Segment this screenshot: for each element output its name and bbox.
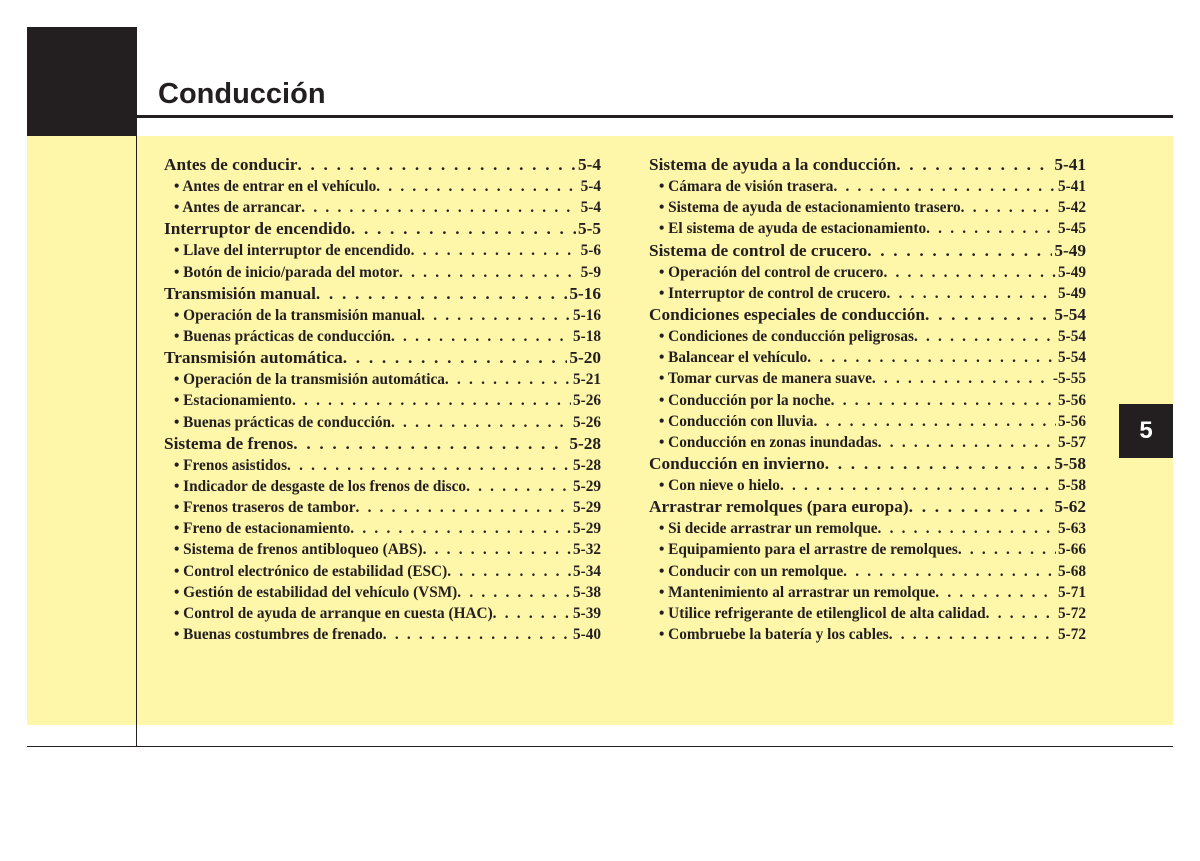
dot-leader xyxy=(872,368,1051,389)
toc-entry-title: • Buenas prácticas de conducción xyxy=(174,413,391,431)
toc-page-number: 5-29 xyxy=(572,499,601,517)
dot-leader xyxy=(287,455,571,476)
toc-entry-title: • Con nieve o hielo xyxy=(659,477,780,495)
toc-subentry[interactable] xyxy=(649,582,1086,603)
toc-page-number: 5-72 xyxy=(1057,626,1086,644)
toc-entry-title: • Sistema de frenos antibloqueo (ABS) xyxy=(174,541,423,559)
toc-page-number: 5-56 xyxy=(1057,391,1086,409)
toc-page-number: 5-4 xyxy=(580,199,601,217)
dot-leader xyxy=(831,390,1056,411)
toc-subentry[interactable] xyxy=(164,518,601,539)
dot-leader xyxy=(445,369,571,390)
toc-entry-title: • Frenos asistidos xyxy=(174,456,288,474)
toc-page-number: 5-4 xyxy=(580,178,601,195)
toc-page-number: 5-4 xyxy=(577,155,601,174)
dot-leader xyxy=(376,176,578,197)
toc-page-number: 5-34 xyxy=(572,562,601,580)
toc-subentry[interactable] xyxy=(649,347,1086,368)
toc-subentry[interactable] xyxy=(649,561,1086,582)
toc-left-column xyxy=(164,154,601,645)
chapter-tab[interactable]: 5 xyxy=(1119,404,1173,458)
toc-page-number: 5-6 xyxy=(580,242,601,260)
dot-leader xyxy=(356,497,571,518)
dot-leader xyxy=(833,176,1056,197)
toc-page-number: 5-28 xyxy=(572,456,601,474)
dot-leader xyxy=(986,603,1056,624)
toc-entry-title: • Buenas costumbres de frenado xyxy=(174,626,383,644)
toc-entry-title: • Sistema de ayuda de estacionamiento trasero xyxy=(659,199,961,217)
toc-subentry[interactable] xyxy=(649,262,1086,283)
toc-page-number: 5-28 xyxy=(569,433,601,453)
toc-entry-title: • Interruptor de control de crucero xyxy=(659,284,887,302)
toc-page-number: 5-41 xyxy=(1057,178,1086,195)
dot-leader xyxy=(391,326,571,347)
toc-entry-title: Antes de conducir xyxy=(164,155,298,174)
toc-subentry[interactable] xyxy=(649,624,1086,645)
dot-leader xyxy=(292,390,571,411)
dot-leader xyxy=(889,624,1056,645)
toc-page-number: 5-66 xyxy=(1057,541,1086,559)
dot-leader xyxy=(316,283,567,305)
toc-entry-title: • Llave del interruptor de encendido xyxy=(174,242,411,260)
dot-leader xyxy=(909,496,1053,518)
dot-leader xyxy=(493,603,571,624)
dot-leader xyxy=(958,539,1056,560)
toc-entry-title: • Balancear el vehículo xyxy=(659,349,808,367)
title-rule xyxy=(137,115,1173,118)
toc-entry-title: • Tomar curvas de manera suave xyxy=(659,370,872,388)
toc-page-number: 5-16 xyxy=(569,283,601,303)
toc-page-number: 5-20 xyxy=(569,348,601,368)
dot-leader xyxy=(867,240,1052,262)
toc-subentry[interactable] xyxy=(164,262,601,283)
dot-leader xyxy=(447,561,571,582)
toc-entry-title: • Mantenimiento al arrastrar un remolque xyxy=(659,583,936,601)
toc-entry-title: Transmisión automática xyxy=(164,348,343,368)
toc-entry-title: • Botón de inicio/parada del motor xyxy=(174,263,400,281)
toc-entry-title: Sistema de frenos xyxy=(164,433,294,453)
toc-subentry[interactable] xyxy=(164,176,601,197)
toc-entry-title: Arrastrar remolques (para europa) xyxy=(649,497,909,517)
toc-entry-title: • Cámara de visión trasera xyxy=(659,178,834,195)
dot-leader xyxy=(878,432,1056,453)
toc-entry-title: • Condiciones de conducción peligrosas xyxy=(659,327,914,345)
toc-section-entry[interactable] xyxy=(164,433,601,455)
dot-leader xyxy=(914,326,1056,347)
toc-subentry[interactable] xyxy=(649,390,1086,411)
dot-leader xyxy=(399,262,579,283)
toc-page-number: 5-71 xyxy=(1057,583,1086,601)
toc-entry-title: • Operación de la transmisión automática xyxy=(174,371,445,389)
toc-section-entry[interactable] xyxy=(164,283,601,305)
toc-subentry[interactable] xyxy=(649,197,1086,218)
toc-subentry[interactable] xyxy=(164,476,601,497)
toc-subentry[interactable] xyxy=(164,390,601,411)
toc-entry-title: Conducción en invierno xyxy=(649,454,825,474)
toc-page-number: 5-45 xyxy=(1057,220,1086,238)
toc-subentry[interactable] xyxy=(649,539,1086,560)
toc-subentry[interactable] xyxy=(649,518,1086,539)
toc-entry-title: • Utilice refrigerante de etilenglicol de alta calidad xyxy=(659,605,986,622)
toc-subentry[interactable] xyxy=(164,369,601,390)
page-title: Conducción xyxy=(158,78,326,110)
toc-page-number: 5-39 xyxy=(572,605,601,622)
dot-leader xyxy=(391,412,571,433)
dot-leader xyxy=(926,218,1056,239)
toc-entry-title: Condiciones especiales de conducción xyxy=(649,304,926,324)
toc-subentry[interactable] xyxy=(164,561,601,582)
toc-subentry[interactable] xyxy=(649,603,1086,624)
dot-leader xyxy=(961,197,1056,218)
toc-entry-title: • Conducción en zonas inundadas xyxy=(659,433,878,451)
toc-page-number: 5-26 xyxy=(572,392,601,410)
toc-entry-title: • Antes de arrancar xyxy=(174,199,302,217)
toc-subentry[interactable] xyxy=(649,411,1086,432)
dot-leader xyxy=(351,218,576,240)
toc-section-entry[interactable] xyxy=(649,453,1086,475)
toc-subentry[interactable] xyxy=(164,582,601,603)
toc-subentry[interactable] xyxy=(649,368,1086,389)
toc-right-column xyxy=(649,154,1086,645)
dot-leader xyxy=(814,411,1056,432)
toc-page-number: 5-49 xyxy=(1057,263,1086,281)
toc-page-number: -5-55 xyxy=(1052,370,1086,388)
toc-page-number: 5-58 xyxy=(1054,454,1086,474)
toc-subentry[interactable] xyxy=(649,475,1086,496)
toc-entry-title: • Freno de estacionamiento xyxy=(174,520,351,538)
toc-entry-title: Sistema de control de crucero xyxy=(649,240,868,260)
toc-page-number: 5-58 xyxy=(1057,477,1086,495)
toc-subentry[interactable] xyxy=(649,218,1086,239)
toc-entry-title: • Operación de la transmisión manual xyxy=(174,306,422,324)
dot-leader xyxy=(843,561,1056,582)
toc-entry-title: Sistema de ayuda a la conducción xyxy=(649,155,897,174)
dot-leader xyxy=(925,304,1052,326)
dot-leader xyxy=(825,453,1053,475)
toc-subentry[interactable] xyxy=(164,240,601,261)
dot-leader xyxy=(301,197,578,218)
toc-entry-title: • Operación del control de crucero xyxy=(659,263,884,281)
toc-entry-title: • Gestión de estabilidad del vehículo (VSM) xyxy=(174,583,458,601)
dot-leader xyxy=(421,305,571,326)
toc-page-number: 5-38 xyxy=(572,583,601,601)
dot-leader xyxy=(293,433,567,455)
toc-entry-title: • Buenas prácticas de conducción xyxy=(174,327,391,345)
dot-leader xyxy=(350,518,571,539)
toc-section-entry[interactable] xyxy=(164,347,601,369)
dot-leader xyxy=(883,262,1056,283)
toc-page-number: 5-41 xyxy=(1054,155,1086,174)
toc-subentry[interactable] xyxy=(164,539,601,560)
toc-entry-title: • Control de ayuda de arranque en cuesta (HAC) xyxy=(174,605,493,622)
toc-entry-title: Interruptor de encendido xyxy=(164,219,351,239)
dot-leader xyxy=(423,539,571,560)
toc-entry-title: • Indicador de desgaste de los frenos de disco xyxy=(174,477,467,495)
toc-page-number: 5-18 xyxy=(572,327,601,345)
toc-page-number: 5-56 xyxy=(1057,412,1086,430)
toc-section-entry[interactable] xyxy=(649,496,1086,518)
bottom-rule xyxy=(27,746,1173,747)
dot-leader xyxy=(780,475,1056,496)
toc-page-number: 5-40 xyxy=(572,626,601,644)
toc-entry-title: • Antes de entrar en el vehículo xyxy=(174,178,377,195)
toc-page-number: 5-29 xyxy=(572,477,601,495)
vertical-divider xyxy=(136,27,137,747)
side-panel xyxy=(27,136,136,725)
toc-entry-title: • Combruebe la batería y los cables xyxy=(659,626,889,644)
toc-page-number: 5-21 xyxy=(572,371,601,389)
toc-page-number: 5-5 xyxy=(577,219,601,239)
toc-page-number: 5-29 xyxy=(572,520,601,538)
toc-page-number: 5-54 xyxy=(1057,349,1086,367)
toc-subentry[interactable] xyxy=(164,497,601,518)
toc-page-number: 5-63 xyxy=(1057,520,1086,538)
toc-entry-title: • Equipamiento para el arrastre de remolques xyxy=(659,541,958,559)
toc-page-number: 5-9 xyxy=(580,263,601,281)
toc-subentry[interactable] xyxy=(649,176,1086,197)
toc-section-entry[interactable] xyxy=(164,218,601,240)
toc-subentry[interactable] xyxy=(164,326,601,347)
toc-entry-title: • Si decide arrastrar un remolque xyxy=(659,520,878,538)
dot-leader xyxy=(878,518,1056,539)
dot-leader xyxy=(935,582,1056,603)
toc-section-entry[interactable] xyxy=(164,154,601,176)
toc-subentry[interactable] xyxy=(164,412,601,433)
toc-section-entry[interactable] xyxy=(649,304,1086,326)
dot-leader xyxy=(297,154,576,176)
toc-subentry[interactable] xyxy=(164,603,601,624)
dot-leader xyxy=(411,240,579,261)
toc-page-number: 5-54 xyxy=(1054,304,1086,324)
toc-page-number: 5-54 xyxy=(1057,327,1086,345)
toc-page-number: 5-68 xyxy=(1057,562,1086,580)
dot-leader xyxy=(466,476,571,497)
toc-subentry[interactable] xyxy=(164,197,601,218)
dot-leader xyxy=(343,347,568,369)
toc-entry-title: • Estacionamiento xyxy=(174,392,292,410)
toc-section-entry[interactable] xyxy=(649,154,1086,176)
toc-entry-title: • El sistema de ayuda de estacionamiento xyxy=(659,220,927,238)
dot-leader xyxy=(457,582,571,603)
toc-page-number: 5-57 xyxy=(1057,433,1086,451)
toc-subentry[interactable] xyxy=(649,326,1086,347)
toc-subentry[interactable] xyxy=(164,455,601,476)
toc-entry-title: • Control electrónico de estabilidad (ESC) xyxy=(174,562,448,580)
toc-page-number: 5-26 xyxy=(572,413,601,431)
dot-leader xyxy=(887,283,1056,304)
toc-page-number: 5-49 xyxy=(1054,240,1086,260)
dot-leader xyxy=(807,347,1056,368)
toc-page-number: 5-62 xyxy=(1054,497,1086,517)
toc-entry-title: • Frenos traseros de tambor xyxy=(174,499,356,517)
toc-subentry[interactable] xyxy=(164,305,601,326)
toc-entry-title: • Conducción con lluvia xyxy=(659,412,814,430)
toc-subentry[interactable] xyxy=(649,283,1086,304)
toc-page-number: 5-72 xyxy=(1057,605,1086,622)
toc-section-entry[interactable] xyxy=(649,240,1086,262)
toc-subentry[interactable] xyxy=(649,432,1086,453)
dot-leader xyxy=(896,154,1052,176)
chapter-block xyxy=(27,27,136,136)
toc-page-number: 5-42 xyxy=(1057,199,1086,217)
toc-page-number: 5-49 xyxy=(1057,284,1086,302)
toc-entry-title: • Conducir con un remolque xyxy=(659,562,844,580)
dot-leader xyxy=(383,624,571,645)
toc-page-number: 5-32 xyxy=(572,541,601,559)
toc-page-number: 5-16 xyxy=(572,306,601,324)
toc-entry-title: • Conducción por la noche xyxy=(659,391,831,409)
toc-subentry[interactable] xyxy=(164,624,601,645)
toc-entry-title: Transmisión manual xyxy=(164,283,316,303)
